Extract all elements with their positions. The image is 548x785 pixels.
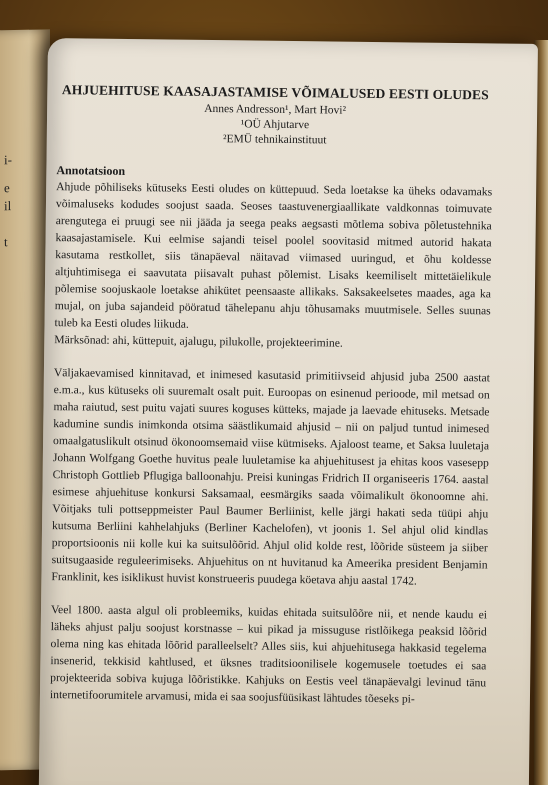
article-authors: Annes Andresson¹, Mart Hovi² (204, 102, 347, 117)
left-page-fragment: il (4, 198, 12, 214)
abstract-text: Ahjude põhiliseks kütuseks Eesti oludes on küttepuud. Seda loetakse ka üheks odavamaks võimaluseks kodudes soojust saada. Seoses taastuvenergiaallikate valdkonnas toimuvate arengutega ei pruugi see nii jääda ja seega peaks aegsasti mõtlema sobiva põletustehnika kaasajastamisele. Kui eelmise sajandi teisel poolel soovitasid mitmed autorid hakata kasutama restkollet, siis tänapäeval näitavad viimased uuringud, et õhu koldesse altjuhtimisega ei saavutata piisavalt puhast põlemist. Lisaks keemiliselt mittetäielikule põlemise soojuskaole loetakse ahikütet peensaaste allikaks. Saksakeelsetes maades, aga ka mujal, on juba sajandeid pööratud tähelepanu ahju tõhusamaks muutmisele. Selles suunas tuleb ka Eesti oludes liikuda. (54, 180, 493, 331)
article-title: AHJUEHITUSE KAASAJASTAMISE VÕIMALUSED EESTI OLUDES (61, 82, 489, 103)
affiliation-2: ²EMÜ tehnikainstituut (222, 133, 327, 147)
document-page (39, 38, 538, 785)
page-content (50, 82, 494, 708)
keywords: Märksõnad: ahi, küttepuit, ajalugu, pilukolle, projekteerimine. (54, 333, 343, 350)
left-page-fragment: t (4, 234, 8, 250)
abstract-heading: Annotatsioon (56, 163, 126, 178)
left-page-fragment: e (4, 180, 10, 196)
body-paragraph-2: Veel 1800. aasta algul oli probleemiks, kuidas ehitada suitsulõõre nii, et nende kaudu ei läheks ahjust palju soojust korstnasse – kui pikad ja missuguse ristlõikega peaksid lõõrid olema ning kas ehitada lõõrid paralleelselt? Alles siis, kui ahjuehitusega hakkasid tegelema insenerid, tekkisid kahtlused, et üksnes traditsioonilisele kogemusele toetudes ei saa projekteerida sobiva kujuga lõõristikke. Kahjuks on Eestis veel tänapäevalgi levinud tänu internetifoorumitele arvamusi, mida ei saa soojusfüüsikast lähtudes tõeseks pi- (49, 603, 488, 706)
body-paragraph-1: Väljakaevamised kinnitavad, et inimesed kasutasid primitiivseid ahjusid juba 2500 aastat e.m.a., kus kütuseks oli suuremalt osalt puit. Euroopas on esinenud perioode, mil metsad on maha raiutud, sest puitu vajati suures koguses kütteks, majade ja laevade ehituseks. Metsade kadumine sundis inimkonda otsima säästlikumaid ahjusid – nii on paljud tuntud inimesed omaalgatuslikult otsinud ökonoomsemaid viise kütmiseks. Ajaloost teame, et Saksa luuletaja Johann Wolfgang Goethe huvitus peale luuletamise ka ahjuehitusest ja ehitas koos vasesepp Christoph Gottlieb Pflugiga balloonahju. Preisi kuningas Fridrich II organiseeris 1764. aastal esimese ahjuehituse konkursi Saksamaal, eesmärgiks saada võimalikult ökonoomne ahi. Võitjaks tuli pottseppmeister Paul Baumer Berliinist, kelle järgi hakati seda tüüpi ahju kutsuma Berliini kahhelahjuks (Berliner Kachelofen), vt joonis 1. Sel ahjul olid kindlas proportsioonis nii kolle kui ka suitsulõõrid. Ahjul olid kolde rest, lõõride süsteem ja siiber suitsugaaside reguleerimiseks. Ahjuehitus on nt huvitanud ka Ameerika president Benjamin Franklinit, kes isiklikust huvist konstrueeris puudega köetava ahju aastal 1742. (51, 366, 490, 588)
left-page-fragment: i- (4, 152, 12, 168)
affiliation-1: ¹OÜ Ahjutarve (240, 118, 310, 132)
